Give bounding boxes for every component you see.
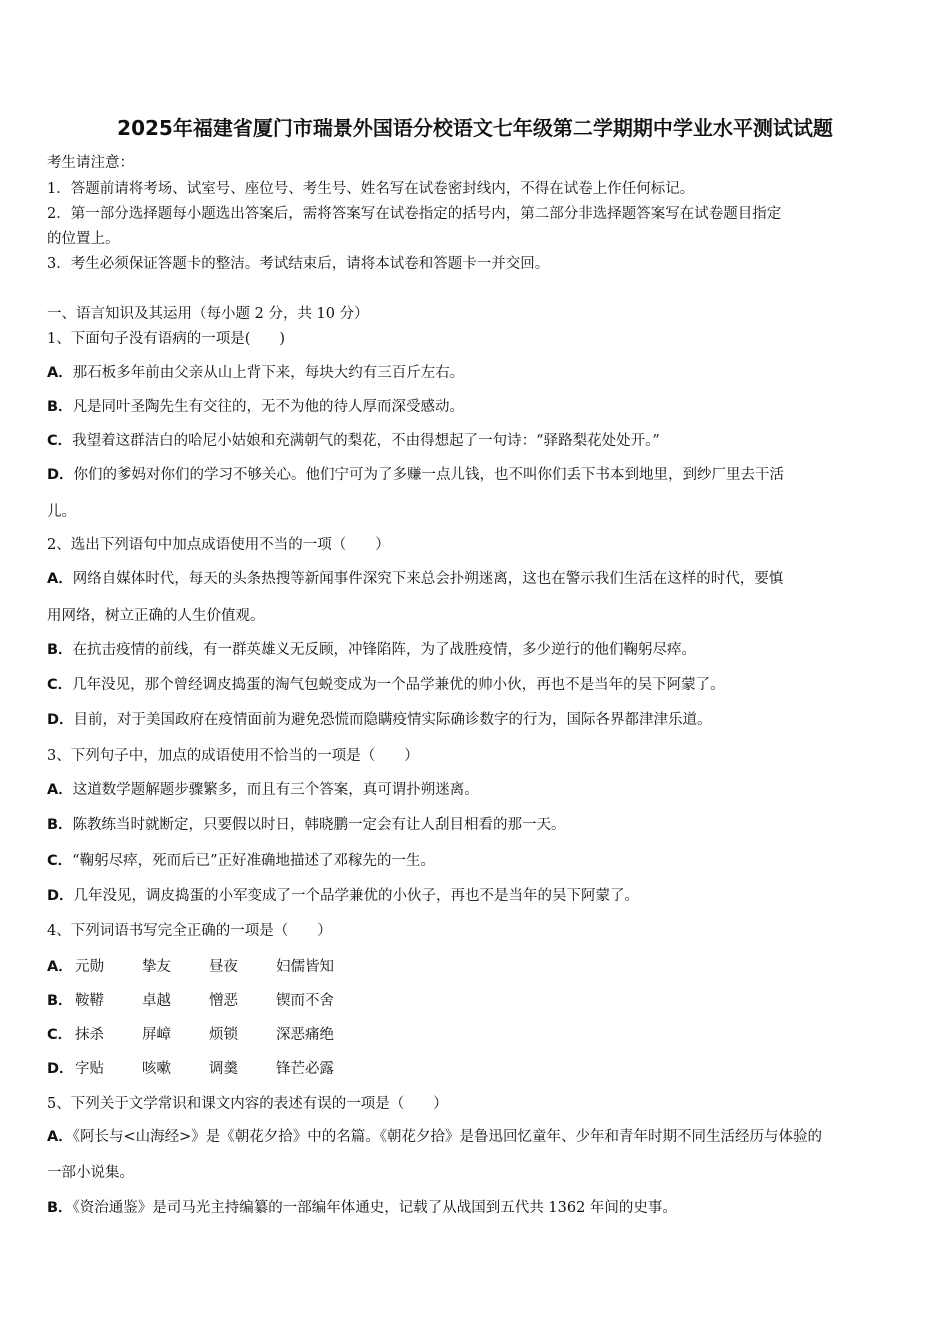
option-text: 《资治通鉴》是司马光主持编纂的一部编年体通史，记载了从战国到五代共 1362 年间的史事。 (72, 1200, 677, 1216)
word: 调羹 (209, 1061, 238, 1077)
notice-heading: 考生请注意： (47, 155, 134, 171)
option-text: 这道数学题解题步骤繁多，而且有三个答案，真可谓扑朔迷离。 (72, 782, 479, 798)
option-letter: B． (47, 993, 73, 1009)
word: 屏嶂 (142, 1027, 171, 1043)
q4-option-b (47, 989, 334, 1010)
notice-item: 3．考生必须保证答题卡的整洁。考试结束后，请将本试卷和答题卡一并交回。 (47, 256, 550, 272)
notice-item: 1．答题前请将考场、试室号、座位号、考生号、姓名写在试卷密封线内，不得在试卷上作任何标记。 (47, 181, 695, 197)
option-letter: B． (47, 1200, 73, 1216)
option-text: 我望着这群洁白的哈尼小姑娘和充满朝气的梨花，不由得想起了一句诗：“驿路梨花处处开。” (72, 433, 660, 449)
option-letter: C． (47, 433, 73, 449)
option-letter: D． (47, 1061, 74, 1077)
option-letter: B． (47, 642, 73, 658)
option-text: 在抗击疫情的前线，有一群英雄义无反顾，冲锋陷阵，为了战胜疫情，多少逆行的他们鞠躬尽瘁。 (72, 642, 697, 658)
option-letter: D． (47, 467, 74, 483)
word: 元勋 (75, 959, 104, 975)
option-letter: B． (47, 399, 73, 415)
option-text: 凡是同叶圣陶先生有交往的，无不为他的待人厚而深受感动。 (72, 399, 465, 415)
word: 深恶痛绝 (276, 1027, 334, 1043)
q3-option-b (47, 813, 566, 834)
q3-option-d (47, 884, 639, 905)
option-text: 目前，对于美国政府在疫情面前为避免恐慌而隐瞒疫情实际确诊数字的行为，国际各界都津津乐道。 (73, 712, 712, 728)
question-stem-3: 3、下列句子中，加点的成语使用不恰当的一项是（ ） (47, 748, 419, 764)
question-stem-1: 1、下面句子没有语病的一项是( ) (47, 331, 286, 347)
word: 挚友 (142, 959, 171, 975)
q3-option-a (47, 778, 479, 799)
q2-option-b (47, 638, 696, 659)
word: 锋芒必露 (276, 1061, 334, 1077)
notice-item: 2．第一部分选择题每小题选出答案后，需将答案写在试卷指定的括号内，第二部分非选择题答案写在试卷题目指定 (47, 206, 782, 222)
word: 妇儒皆知 (276, 959, 334, 975)
q1-option-d-continued: 儿。 (47, 504, 76, 520)
option-letter: C． (47, 853, 73, 869)
option-text: 《阿长与<山海经>》是《朝花夕拾》中的名篇。《朝花夕拾》是鲁迅回忆童年、少年和青年时期不同生活经历与体验的 (72, 1129, 823, 1145)
option-text: 几年没见，那个曾经调皮捣蛋的淘气包蜕变成为一个品学兼优的帅小伙，再也不是当年的吴下阿蒙了。 (72, 677, 725, 693)
q5-option-a-continued: 一部小说集。 (47, 1165, 134, 1181)
q2-option-c (47, 673, 725, 694)
q3-option-c (47, 849, 435, 870)
q2-option-d (47, 708, 712, 729)
word: 烦锁 (209, 1027, 238, 1043)
section-heading: 一、语言知识及其运用（每小题 2 分，共 10 分） (47, 306, 369, 322)
q4-option-a (47, 955, 334, 976)
q2-option-a (47, 567, 783, 588)
option-letter: C． (47, 1027, 73, 1043)
option-letter: A． (47, 782, 73, 798)
option-text: 网络自媒体时代，每天的头条热搜等新闻事件深究下来总会扑朔迷离，这也在警示我们生活在这样的时代，要慎 (72, 571, 784, 587)
q2-option-a-continued: 用网络，树立正确的人生价值观。 (47, 608, 265, 624)
question-stem-4: 4、下列词语书写完全正确的一项是（ ） (47, 923, 332, 939)
option-letter: A． (47, 959, 73, 975)
word: 咳嗽 (142, 1061, 171, 1077)
option-text: “鞠躬尽瘁，死而后已”正好准确地描述了邓稼先的一生。 (72, 853, 435, 869)
question-stem-2: 2、选出下列语句中加点成语使用不当的一项（ ） (47, 537, 390, 553)
option-letter: B． (47, 817, 73, 833)
q1-option-c (47, 429, 660, 450)
q1-option-a (47, 361, 464, 382)
question-stem-5: 5、下列关于文学常识和课文内容的表述有误的一项是（ ） (47, 1096, 448, 1112)
option-text: 你们的爹妈对你们的学习不够关心。他们宁可为了多赚一点儿钱，也不叫你们丢下书本到地里，到纱厂里去干活 (73, 467, 785, 483)
option-letter: A． (47, 365, 73, 381)
word: 鞍鞯 (75, 993, 104, 1009)
page-title: 2025年福建省厦门市瑞景外国语分校语文七年级第二学期期中学业水平测试试题 (117, 116, 833, 140)
q4-option-d (47, 1057, 334, 1078)
q1-option-d (47, 463, 784, 484)
word: 字贴 (75, 1061, 104, 1077)
q4-option-c (47, 1023, 334, 1044)
option-letter: A． (47, 571, 73, 587)
option-text: 那石板多年前由父亲从山上背下来，每块大约有三百斤左右。 (72, 365, 465, 381)
option-text: 陈教练当时就断定，只要假以时日，韩晓鹏一定会有让人刮目相看的那一天。 (72, 817, 566, 833)
notice-item: 的位置上。 (47, 231, 120, 247)
option-letter: D． (47, 888, 74, 904)
word: 抹杀 (75, 1027, 104, 1043)
option-text: 几年没见，调皮捣蛋的小军变成了一个品学兼优的小伙子，再也不是当年的吴下阿蒙了。 (73, 888, 640, 904)
q1-option-b (47, 395, 464, 416)
option-letter: A． (47, 1129, 73, 1145)
word: 昼夜 (209, 959, 238, 975)
word: 卓越 (142, 993, 171, 1009)
option-letter: C． (47, 677, 73, 693)
word: 憎恶 (209, 993, 238, 1009)
q5-option-a (47, 1125, 822, 1146)
word: 锲而不舍 (276, 993, 334, 1009)
q5-option-b (47, 1196, 677, 1217)
option-letter: D． (47, 712, 74, 728)
